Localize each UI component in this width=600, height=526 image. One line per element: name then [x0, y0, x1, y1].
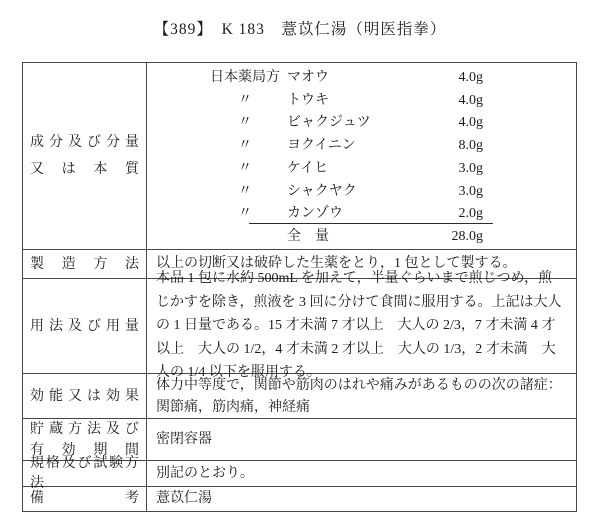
dosage-content: 本品 1 包に水約 500mL を加えて，半量ぐらいまで煎じつめ，煎じかすを除き，煎液を 3 回に分けて食間に服用する。上記は大人の 1 日量である。15 才未満 7 才以上 大人の 2/3，7 才未満 4 才以上 大人の 1/2，4 才未満 2 才以上 大人の 1/3，2 才未満 大人の 1/4 以下を服用する。	[156, 271, 562, 381]
amount-cell: 3.0g	[458, 160, 483, 176]
remarks-label-text: 備考	[30, 491, 139, 506]
storage-label-line1: 貯蔵方法及び	[30, 421, 139, 437]
amount-cell: 4.0g	[458, 70, 483, 85]
page-title: 【389】 K 183 薏苡仁湯（明医指拳）	[153, 21, 447, 38]
ingredient-name-cell: カンゾウ	[287, 206, 343, 222]
amount-cell: 3.0g	[458, 183, 483, 199]
remarks-content: 薏苡仁湯	[156, 491, 212, 506]
ditto-mark: 〃	[238, 183, 252, 199]
ingredient-name-cell: ビャクジュツ	[287, 115, 371, 131]
ingredient-name-cell: ヨクイニン	[287, 138, 356, 154]
row-remarks	[23, 486, 576, 511]
composition-row	[203, 181, 568, 204]
composition-label	[23, 63, 147, 249]
pharmacopoeia-cell: 日本薬局方	[210, 70, 280, 85]
row-composition	[23, 63, 576, 249]
specification-label	[23, 455, 147, 491]
ingredient-name-cell: ケイヒ	[287, 160, 329, 176]
ditto-mark: 〃	[238, 160, 252, 176]
storage-content: 密閉容器	[156, 431, 212, 447]
ingredient-name-cell: マオウ	[287, 70, 329, 85]
composition-label-line1: 成分及び分量	[30, 135, 139, 150]
amount-cell: 8.0g	[458, 138, 483, 154]
manufacturing-label-text: 製造方法	[30, 256, 139, 272]
specification-content: 別記のとおり。	[156, 465, 254, 481]
storage-label-line2: 有効期間	[30, 442, 139, 458]
efficacy-label-text: 効能又は効果	[30, 388, 139, 404]
total-amount: 28.0g	[451, 228, 483, 244]
specification-label-text: 規格及び試験方法	[30, 455, 139, 491]
dosage-label	[23, 279, 147, 373]
remarks-label	[23, 487, 147, 511]
amount-cell: 4.0g	[458, 92, 483, 108]
ditto-mark: 〃	[238, 115, 252, 131]
efficacy-label	[23, 374, 147, 418]
manufacturing-label	[23, 250, 147, 278]
composition-content	[147, 63, 576, 249]
manufacturing-content: 以上の切断又は破砕した生薬をとり，1 包として製する。	[156, 256, 517, 271]
ingredient-name-cell: シャクヤク	[287, 183, 357, 199]
composition-label-line2: 又は本質	[30, 162, 139, 177]
amount-cell: 2.0g	[458, 206, 483, 222]
efficacy-content: 体力中等度で，関節や筋肉のはれや痛みがあるものの次の諸症：関節痛，筋肉痛，神経痛	[156, 377, 562, 415]
ingredient-name-cell: トウキ	[287, 92, 329, 108]
amount-cell: 4.0g	[458, 115, 483, 131]
composition-row	[203, 112, 568, 135]
composition-row-underlined	[203, 203, 568, 226]
row-specification	[23, 455, 576, 491]
composition-total-row	[203, 226, 568, 249]
ditto-mark: 〃	[238, 206, 252, 222]
empty-cell	[203, 226, 287, 249]
monograph-table	[22, 62, 577, 512]
composition-row	[203, 158, 568, 181]
ditto-mark: 〃	[238, 92, 252, 108]
ditto-mark: 〃	[238, 138, 252, 154]
composition-row	[203, 135, 568, 158]
dosage-label-text: 用法及び用量	[30, 318, 139, 334]
row-efficacy	[23, 373, 576, 418]
row-dosage	[23, 271, 576, 381]
total-label: 全 量	[287, 228, 329, 244]
composition-row	[203, 90, 568, 113]
composition-row	[203, 67, 568, 90]
